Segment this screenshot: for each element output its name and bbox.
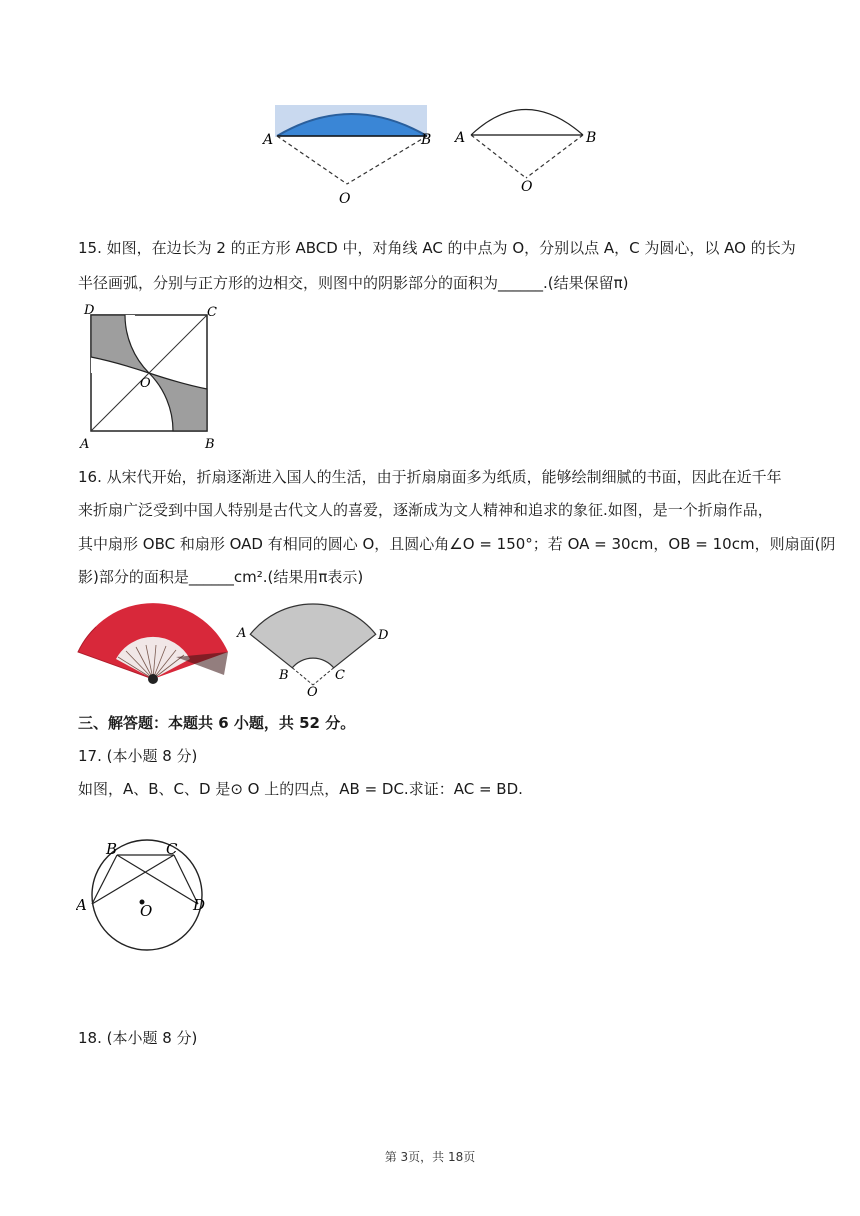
q17-text: 如图，A、B、C、D 是⊙ O 上的四点，AB = DC.求证：AC = BD. [78, 780, 523, 798]
q15-text-line2: 半径画弧，分别与正方形的边相交，则图中的阴影部分的面积为______.(结果保留π) [78, 274, 629, 292]
page-footer: 第 3页，共 18页 [384, 1150, 476, 1164]
label-d: D [378, 628, 389, 643]
label-b: B [279, 668, 289, 683]
label-a: A [237, 626, 247, 641]
q14-left-diagram [261, 105, 431, 207]
radius-oc [313, 668, 334, 685]
q17-header: 17. (本小题 8 分) [78, 747, 198, 765]
label-a: A [80, 437, 90, 452]
q14-figure [255, 100, 615, 210]
q17-figure [76, 838, 216, 953]
q16-text-line4: 影)部分的面积是______cm².(结果用π表示) [78, 568, 364, 586]
label-b: B [106, 840, 118, 858]
q18-header: 18. (本小题 8 分) [78, 1029, 198, 1047]
q15-figure [76, 302, 226, 452]
label-a: A [263, 132, 274, 148]
q16-fan-image [76, 597, 231, 687]
label-o: O [140, 376, 151, 391]
radius-ob [347, 136, 427, 184]
label-o: O [521, 179, 533, 195]
label-o: O [339, 191, 351, 207]
q16-text-line3: 其中扇形 OBC 和扇形 OAD 有相同的圆心 O，且圆心角∠O = 150°；若 OA = 30cm，OB = 10cm，则扇面(阴 [78, 535, 836, 553]
q16-sector-diagram [235, 597, 395, 697]
label-b: B [421, 132, 432, 148]
section-3-heading: 三、解答题：本题共 6 小题，共 52 分。 [78, 714, 356, 732]
label-a: A [76, 896, 87, 914]
radius-ob [526, 135, 583, 178]
radius-oa [277, 136, 347, 184]
shaded-fan-face [250, 604, 375, 668]
q15-text-line1: 15. 如图，在边长为 2 的正方形 ABCD 中，对角线 AC 的中点为 O，分别以点 A，C 为圆心，以 AO 的长为 [78, 239, 796, 257]
label-a: A [455, 130, 466, 146]
label-d: D [193, 896, 206, 914]
q16-text-line2: 来折扇广泛受到中国人特别是古代文人的喜爱，逐渐成为文人精神和追求的象征.如图，是一个折扇作品， [78, 501, 773, 519]
label-d: D [84, 303, 95, 318]
label-c: C [335, 668, 345, 683]
radius-ob [292, 668, 313, 685]
fan-pivot [148, 674, 158, 684]
q14-right-diagram [453, 110, 596, 196]
q16-text-line1: 16. 从宋代开始，折扇逐渐进入国人的生活，由于折扇扇面多为纸质，能够绘制细腻的书面，因此在近千年 [78, 468, 782, 486]
label-c: C [166, 840, 178, 858]
label-o: O [307, 685, 318, 697]
arc-ab [471, 110, 583, 136]
label-b: B [205, 437, 215, 452]
label-b: B [586, 130, 597, 146]
radius-oa [471, 135, 526, 178]
label-o: O [140, 902, 153, 920]
label-c: C [207, 305, 217, 320]
